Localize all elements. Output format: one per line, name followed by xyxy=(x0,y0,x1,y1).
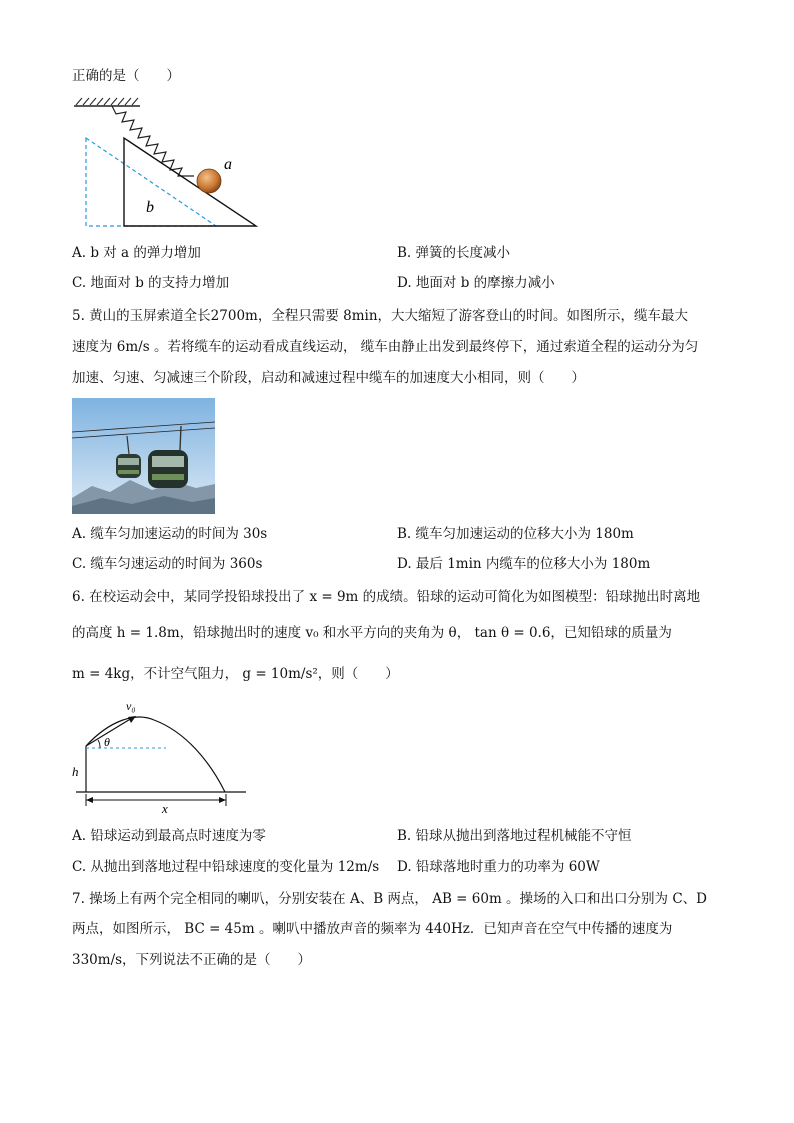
q6-option-b: B. 铅球从抛出到落地过程机械能不守恒 xyxy=(397,828,632,844)
q4-stem-end: 正确的是（ ） xyxy=(72,68,180,84)
q4-option-d: D. 地面对 b 的摩擦力减小 xyxy=(397,275,555,291)
q6-option-c: C. 从抛出到落地过程中铅球速度的变化量为 12m/s xyxy=(72,859,380,875)
q6-option-d: D. 铅球落地时重力的功率为 60W xyxy=(397,859,600,875)
label-v0: v₀ xyxy=(126,699,136,713)
ball-a xyxy=(197,169,221,193)
q5-option-c: C. 缆车匀速运动的时间为 360s xyxy=(72,556,263,572)
q6-line-3: m = 4kg，不计空气阻力， g = 10m/s²，则（ ） xyxy=(72,666,399,682)
q6-option-a: A. 铅球运动到最高点时速度为零 xyxy=(72,828,266,844)
q6-line-2: 的高度 h = 1.8m，铅球抛出时的速度 v₀ 和水平方向的夹角为 θ， tan θ = 0.6，已知铅球的质量为 xyxy=(72,625,672,641)
q7-line-2: 两点，如图所示， BC = 45m 。喇叭中播放声音的频率为 440Hz．已知声音在空气中传播的速度为 xyxy=(72,921,673,937)
q4-option-b: B. 弹簧的长度减小 xyxy=(397,245,511,261)
q7-line-3: 330m/s，下列说法不正确的是（ ） xyxy=(72,952,312,968)
q5-line-3: 加速、匀速、匀减速三个阶段，启动和减速过程中缆车的加速度大小相同，则（ ） xyxy=(72,370,585,386)
q5-option-a: A. 缆车匀加速运动的时间为 30s xyxy=(72,526,268,542)
q5-option-d: D. 最后 1min 内缆车的位移大小为 180m xyxy=(397,556,651,572)
q7-line-1: 7. 操场上有两个完全相同的喇叭，分别安装在 A、B 两点， AB = 60m 。操场的入口和出口分别为 C、D xyxy=(72,891,707,907)
q6-line-1: 6. 在校运动会中，某同学投铅球投出了 x = 9m 的成绩。铅球的运动可简化为如图模型：铅球抛出时离地 xyxy=(72,589,701,605)
q5-option-b: B. 缆车匀加速运动的位移大小为 180m xyxy=(397,526,634,542)
q5-line-2: 速度为 6m/s 。若将缆车的运动看成直线运动， 缆车由静止出发到最终停下，通过索道全程的运动分为匀 xyxy=(72,339,699,355)
cable-car-photo xyxy=(72,398,215,514)
q4-option-c: C. 地面对 b 的支持力增加 xyxy=(72,275,230,291)
q5-line-1: 5. 黄山的玉屏索道全长2700m，全程只需要 8min，大大缩短了游客登山的时间。如图所示，缆车最大 xyxy=(72,308,689,324)
q4-option-a: A. b 对 a 的弹力增加 xyxy=(72,245,201,261)
q4-spring-wedge-figure xyxy=(70,96,270,232)
label-b: b xyxy=(146,199,154,216)
label-x: x xyxy=(162,801,168,814)
label-theta: θ xyxy=(104,735,110,749)
label-a: a xyxy=(224,156,232,173)
shot-put-trajectory-figure xyxy=(70,696,250,814)
label-h: h xyxy=(72,764,79,779)
